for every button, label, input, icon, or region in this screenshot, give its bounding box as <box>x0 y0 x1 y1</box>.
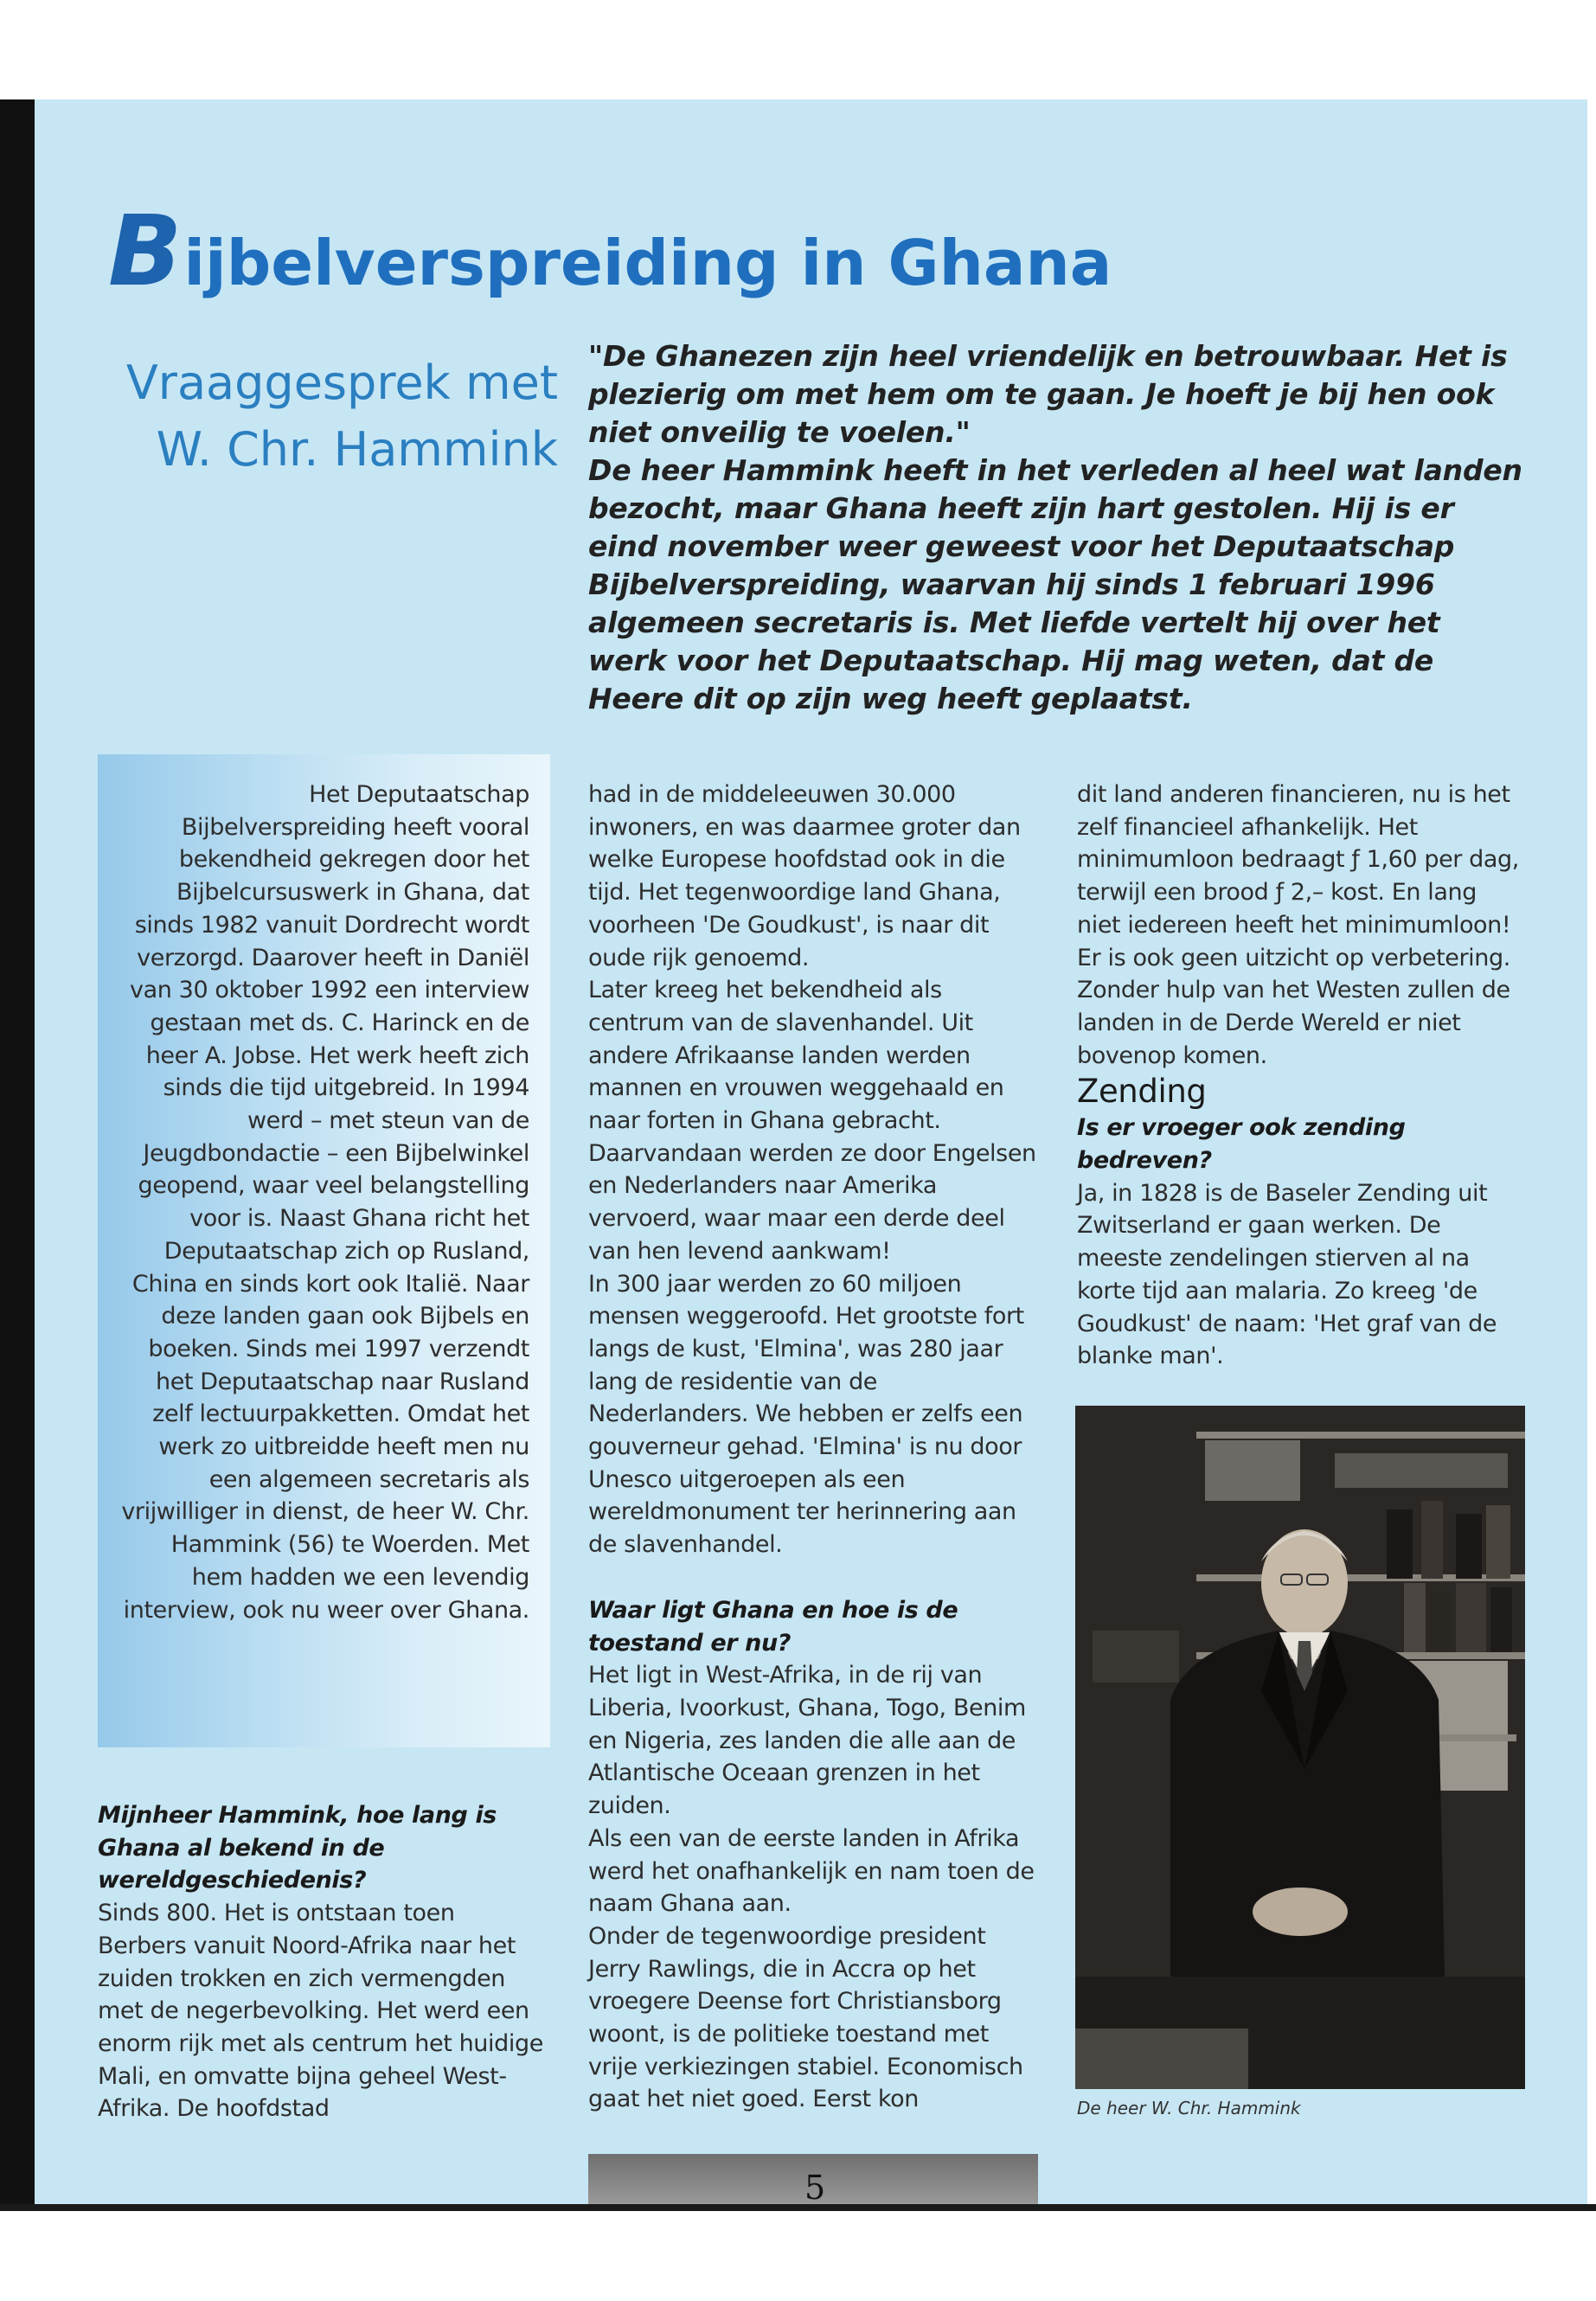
lead-text: De heer Hammink heeft in het verleden al heel wat landen bezocht, maar Ghana heeft zijn hart gestolen. Hij is er eind november weer geweest voor het Deputaatschap Bijbelverspreiding, waarvan hij sinds 1 februari 1996 algemeen secretaris is. Met liefde vertelt hij over het werk voor het Deputaatschap. Hij mag weten, dat de Heere dit op zijn weg heeft geplaatst. <box>588 453 1522 715</box>
portrait-photo <box>1075 1406 1525 2089</box>
section-heading: Zending <box>1077 1073 1207 1111</box>
subtitle-line-1: Vraaggesprek met <box>125 356 558 410</box>
photo-caption: De heer W. Chr. Hammink <box>1077 2098 1301 2118</box>
paragraph: Later kreeg het bekendheid als centrum van de slavenhandel. Uit andere Afrikaanse landen werden mannen en vrouwen weggehaald en naar forten in Ghana gebracht. Daarvandaan werden ze door Engelsen en Nederlanders naar Amerika vervoerd, waar maar een derde deel van hen levend aankwam! <box>588 977 1036 1265</box>
portrait-illustration <box>1075 1406 1525 2089</box>
paragraph: had in de middeleeuwen 30.000 inwoners, en was daarmee groter dan welke Europese hoofdstad ook in die tijd. Het tegenwoordige land Ghana, voorheen 'De Goudkust', is naar dit oude rijk genoemd. <box>588 781 1021 971</box>
column-1 <box>98 1799 548 2125</box>
bottom-border <box>0 2204 1596 2211</box>
interview-question: Waar ligt Ghana en hoe is de toestand er nu? <box>588 1596 958 1657</box>
interview-question: Is er vroeger ook zending bedreven? <box>1077 1114 1406 1175</box>
title-rest: ijbelverspreiding in Ghana <box>183 227 1112 299</box>
paragraph: dit land anderen financieren, nu is het zelf financieel afhankelijk. Het minimumloon bedraagt ƒ 1,60 per dag, terwijl een brood ƒ 2,– kost. En lang niet iedereen heeft het minimumloon! Er is ook geen uitzicht op verbetering. Zonder hulp van het Westen zullen de landen in de Derde Wereld er niet bovenop komen. <box>1077 781 1519 1069</box>
title-initial: B <box>108 195 183 308</box>
paragraph: Het ligt in West-Afrika, in de rij van Liberia, Ivoorkust, Ghana, Togo, Benim en Nigeria, zes landen die alle aan de Atlantische Oceaan grenzen in het zuiden. <box>588 1662 1026 1820</box>
article-subtitle <box>117 350 558 483</box>
article-title <box>108 195 1492 308</box>
page-number: 5 <box>804 2169 826 2207</box>
interview-answer: Ja, in 1828 is de Baseler Zending uit Zwitserland er gaan werken. De meeste zendelingen stierven al na korte tijd aan malaria. Zo kreeg 'de Goudkust' de naam: 'Het graf van de blanke man'. <box>1077 1179 1497 1370</box>
paragraph: Onder de tegenwoordige president Jerry Rawlings, die in Accra op het vroegere Deense fort Christiansborg woont, is de politieke toestand met vrije verkiezingen stabiel. Economisch gaat het niet goed. Eerst kon <box>588 1922 1023 2113</box>
column-2 <box>588 779 1042 2116</box>
paragraph: In 300 jaar werden zo 60 miljoen mensen weggeroofd. Het grootste fort langs de kust, 'Elmina', was 280 jaar lang de residentie van de Nederlanders. We hebben er zelfs een gouverneur gehad. 'Elmina' is nu door Unesco uitgeroepen als een wereldmonument ter herinnering aan de slavenhandel. <box>588 1270 1024 1559</box>
lead-quote: "De Ghanezen zijn heel vriendelijk en betrouwbaar. Het is plezierig om met hem om te gaan. Je hoeft je bij hen ook niet onveilig te voelen." <box>588 339 1508 449</box>
interview-answer: Sinds 800. Het is ontstaan toen Berbers vanuit Noord-Afrika naar het zuiden trokken en zich vermengden met de negerbevolking. Het werd een enorm rijk met als centrum het huidige Mali, en omvatte bijna geheel West-Afrika. De hoofdstad <box>98 1900 543 2123</box>
lead-paragraph <box>588 337 1522 718</box>
binding-edge <box>0 99 35 2210</box>
interview-question: Mijnheer Hammink, hoe lang is Ghana al bekend in de wereldgeschiedenis? <box>98 1802 497 1894</box>
paragraph: Als een van de eerste landen in Afrika werd het onafhankelijk en nam toen de naam Ghana aan. <box>588 1824 1035 1918</box>
column-3 <box>1077 779 1527 1373</box>
intro-text: Het Deputaatschap Bijbelverspreiding heeft vooral bekendheid gekregen door het Bijbelcursuswerk in Ghana, dat sinds 1982 vanuit Dordrecht wordt verzorgd. Daarover heeft in Daniël van 30 oktober 1992 een interview gestaan met ds. C. Harinck en de heer A. Jobse. Het werk heeft zich sinds die tijd uitgebreid. In 1994 werd – met steun van de Jeugdbondactie – een Bijbelwinkel geopend, waar veel belangstelling voor is. Naast Ghana richt het Deputaatschap zich op Rusland, China en sinds kort ook Italië. Naar deze landen gaan ook Bijbels en boeken. Sinds mei 1997 verzendt het Deputaatschap naar Rusland zelf lectuurpakketten. Omdat het werk zo uitbreidde heeft men nu een algemeen secretaris als vrijwilliger in dienst, de heer W. Chr. Hammink (56) te Woerden. Met hem hadden we een levendig interview, ook nu weer over Ghana. <box>121 781 529 1624</box>
subtitle-line-2: W. Chr. Hammink <box>156 421 558 477</box>
